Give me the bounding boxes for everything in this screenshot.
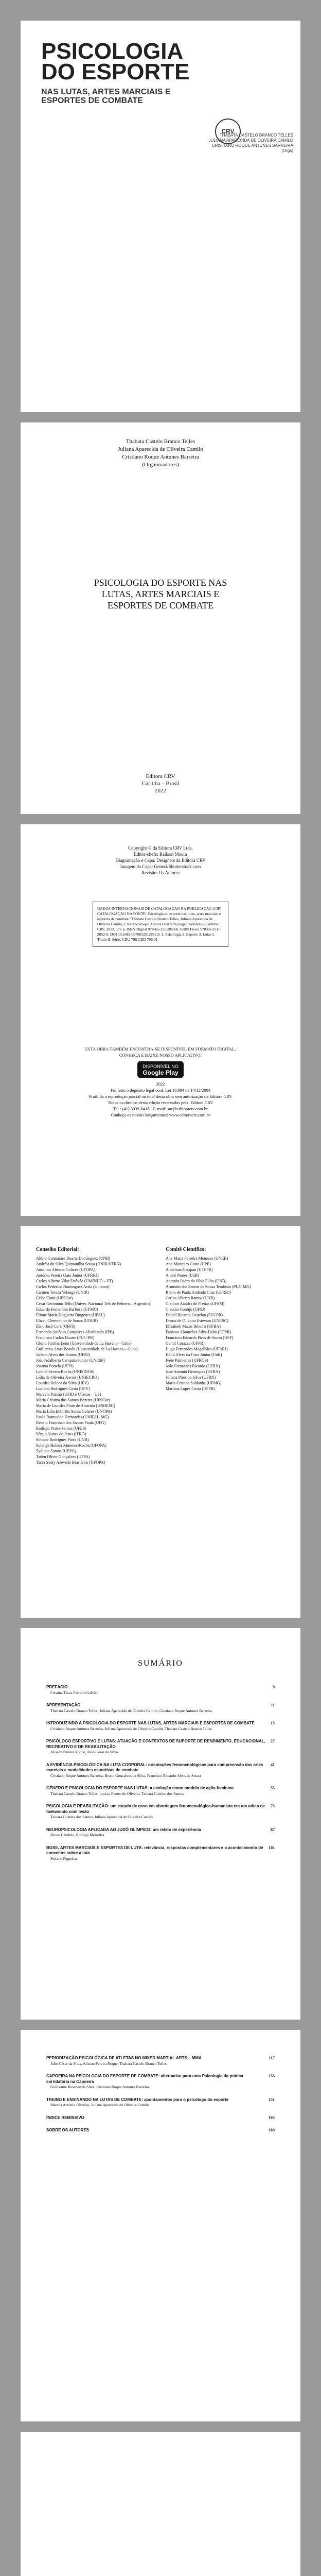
- toc-title: A EVIDÊNCIA PSICOLÓGICA NA LUTA CORPORAL: orientações fenomenológicas para compreensão das artes marciais e modalidades esportivas de combate: [46, 1762, 263, 1772]
- council-member: Clailton Ataídes de Freitas (UFSM): [166, 1301, 225, 1306]
- toc-title: ÍNDICE REMISSIVO: [46, 2115, 84, 2120]
- council-member: Maria Cristina Saldanha (UFMG): [166, 1381, 222, 1385]
- toc-title: INTRODUZINDO A PSICOLOGIA DO ESPORTE NAS LUTAS, ARTES MARCIAIS E ESPORTES DE COMBATE: [46, 1721, 255, 1725]
- council-member: Mariana Lopes Costa (UFPR): [166, 1386, 215, 1391]
- toc-entry[interactable]: [46, 2128, 275, 2133]
- council-member: Lourdes Helena da Silva (UFV): [36, 1381, 89, 1385]
- council-member: Claudio Gontijo (UFSJ): [166, 1307, 205, 1312]
- council-member: Dimas de Oliveira Estevam (UNESC): [166, 1318, 228, 1323]
- toc-page-number: 9: [273, 1685, 275, 1689]
- toc-authors: Alisson Pereira Roque, Julio César da Silva: [50, 1750, 118, 1754]
- organizers-suffix: (Orgs): [281, 148, 293, 153]
- organizer-name: THABATA CASTELO BRANCO TELLES: [219, 133, 293, 138]
- toc-page-number: 169: [269, 2128, 275, 2132]
- toc-entry[interactable]: [46, 1739, 275, 1755]
- toc-title: APRESENTAÇÃO: [46, 1703, 81, 1707]
- google-play-label: Google Play: [142, 1069, 179, 1076]
- copyright-footer: [21, 1046, 300, 1118]
- summary-page-continued: [21, 2030, 300, 2421]
- scientific-committee-column: [166, 1247, 285, 1465]
- toc-page-number: 87: [271, 1827, 275, 1832]
- summary-title: SUMÁRIO: [138, 1659, 183, 1668]
- footer-line: Proibida a reprodução parcial ou total desta obra sem autorização da Editora CRV: [88, 1094, 233, 1099]
- council-member: Cesar Gerónimo Tello (Univer. Nacional Três de Febrero – Argentina): [36, 1301, 152, 1306]
- council-member: João Fernandes Ricardo (UFRN): [166, 1364, 220, 1368]
- council-member: Anselmo Alencar Colares (UFOPA): [36, 1267, 96, 1272]
- council-member: Hugo Fernandes Magalhães (UFRRJ): [166, 1347, 228, 1351]
- council-member: Jailson Alves dos Santos (UFRJ): [36, 1352, 90, 1357]
- toc-title: SOBRE OS AUTORES: [46, 2128, 90, 2132]
- council-member: Antônio Pereira Gaio Júnior (UFRRJ): [36, 1273, 99, 1278]
- council-member: Ivete Palmeiras (UFRGS): [166, 1358, 208, 1363]
- copyright-page: [21, 824, 300, 1216]
- toc-row: [46, 1721, 275, 1726]
- council-member: Eduardo Fernandes Barbosa (UFMG): [36, 1307, 98, 1312]
- council-member: Gentil Corazza (UFPR): [166, 1341, 205, 1346]
- toc-title: GÊNERO E PSICOLOGIA DO ESPORTE NAS LUTAS: a evolução como modelo de ação feminina: [46, 1786, 234, 1790]
- title-line: ESPORTES DE COMBATE: [108, 600, 213, 611]
- table-of-contents: [46, 1685, 275, 1869]
- toc-row: [46, 1739, 275, 1750]
- council-member: Andréia da Silva Quintanilha Sousa (UNIR/UFRN): [36, 1262, 121, 1266]
- toc-entry[interactable]: [46, 2074, 275, 2090]
- toc-row: [46, 1703, 275, 1708]
- toc-page-number: 117: [269, 2056, 275, 2060]
- footer-line: Todos os direitos desta edição reservados pela: Editora CRV: [108, 1100, 213, 1105]
- title-page-title: [21, 577, 300, 611]
- council-member: Josania Portela (UFPI): [36, 1364, 74, 1368]
- toc-page-number: 41: [271, 1762, 275, 1767]
- council-member: Renato Francisco dos Santos Paula (UFG): [36, 1420, 106, 1425]
- toc-title: TREINO E ENSINANDO NA LUTAS DE COMBATE: apontamentos para o psicólogo do esporte: [46, 2097, 229, 2102]
- toc-authors: Thabata Castelo Branco Telles, Juliana Aparecida de Oliveira Camilo, Cristiano Roque Antunes Barreira: [50, 1708, 212, 1713]
- council-member: Carlos Alberto Vilar Estêvão (UMINHO – PT): [36, 1279, 113, 1283]
- credit-line: Copyright © da Editora CRV Ltda.: [128, 845, 193, 851]
- council-member: Paulo Romualdo Hernandes (UNIFAL-MG): [36, 1415, 109, 1419]
- council-member: Anderson Catapan (UTFPR): [166, 1267, 213, 1272]
- council-member: Aldira Guimarães Duarte Domínguez (UNB): [36, 1256, 111, 1261]
- google-play-small: DISPONÍVEL NO: [142, 1064, 179, 1069]
- council-member: Elizabeth Matos Ribeiro (UFBA): [166, 1324, 221, 1329]
- app-notice: CONHEÇA E BAIXE NOSSO APLICATIVO!: [119, 1053, 202, 1058]
- toc-entry[interactable]: [46, 2056, 275, 2066]
- publisher-block: [21, 773, 300, 794]
- half-title-page: [21, 21, 300, 412]
- toc-row: [46, 1762, 275, 1773]
- book-subtitle: NAS LUTAS, ARTES MARCIAIS E ESPORTES DE COMBATE: [41, 88, 171, 105]
- council-member: Breno de Paula Andrade Cruz (UFRRJ): [166, 1290, 231, 1295]
- toc-row: [46, 2097, 275, 2103]
- council-member: Lídia de Oliveira Xavier (UNIEURO): [36, 1375, 99, 1380]
- organizer-name: JULIANA APARECIDA DE OLIVEIRA CAMILO: [208, 138, 293, 143]
- council-member: Gloria Fariñas León (Universidade de La Havana – Cuba): [36, 1341, 132, 1346]
- council-member: João Adalberto Campato Junior (UNESP): [36, 1358, 105, 1363]
- council-member: Francisco Eduardo Pires de Souza (UFF): [166, 1335, 234, 1340]
- council-member: Armindo dos Santos de Sousa Teodósio (PUC-MG): [166, 1284, 251, 1289]
- council-member: Carlos Alberto Ramos (UNB): [166, 1296, 215, 1300]
- council-member: Juliana Pires da Silva (UFRN): [166, 1375, 216, 1380]
- toc-entry[interactable]: [46, 1827, 275, 1838]
- logo-text: CRV: [221, 128, 235, 135]
- council-member: Élsio José Corá (UFFS): [36, 1324, 76, 1329]
- council-member: Tadeu Oliver Gonçalves (UFPA): [36, 1454, 90, 1459]
- council-member: Solange Helena Ximenes-Rocha (UFOPA): [36, 1443, 106, 1448]
- author-name: Cristiano Roque Antunes Barreira: [122, 454, 199, 460]
- toc-row: [46, 1685, 275, 1690]
- footer-line: Foi feito o depósito legal conf. Lei 10.994 de 14/12/2004: [110, 1088, 211, 1093]
- council-member: Sydione Santos (UEPG): [36, 1449, 76, 1453]
- council-member: Maria Cristina dos Santos Bezerra (UFSCar): [36, 1398, 110, 1402]
- google-play-badge[interactable]: [137, 1061, 184, 1078]
- council-member: Guillermo Arias Beatón (Universidade de La Havana – Cuba): [36, 1347, 138, 1351]
- council-list: [36, 1256, 155, 1465]
- toc-authors: Cristiano Roque Antunes Barreira, Bruno Gonçalves da Silva, Francisco Eduardo Alves de Souza: [50, 1773, 201, 1778]
- footer-line: 2022: [156, 1081, 165, 1087]
- toc-authors: Julio César da Silva, Alisson Pereira Roque, Thabata Castelo Branco Telles: [50, 2061, 167, 2066]
- toc-row: [46, 2128, 275, 2133]
- toc-entry[interactable]: [46, 1845, 275, 1862]
- title-line: PSICOLOGIA DO ESPORTE NAS: [94, 578, 227, 588]
- council-columns: [36, 1247, 285, 1465]
- council-member: Leonel Severo Rocha (UNISINOS): [36, 1369, 95, 1374]
- toc-page-number: 73: [271, 1804, 275, 1808]
- title-line: LUTAS, ARTES MARCIAIS E: [101, 589, 220, 599]
- toc-title: CAPOEIRA NA PSICOLOGIA DO ESPORTE DE COMBATE: alternativa para uma Psicologia da prática corridatória na Capoeira: [46, 2074, 243, 2084]
- credit-line: Imagem da Capa: Geneci/Shutterstock.com: [120, 864, 201, 869]
- footer-link[interactable]: Conheça os nossos lançamentos: www.editoracrv.com.br: [111, 1112, 210, 1117]
- toc-entry[interactable]: [46, 1804, 275, 1820]
- credit-line: Editor-chefe: Railson Moura: [134, 852, 187, 857]
- committee-heading: Comitê Científico:: [166, 1247, 206, 1252]
- toc-entry[interactable]: [46, 1786, 275, 1797]
- toc-authors: Bruno Cândido, Rodrigo Meirelles: [50, 1833, 104, 1837]
- council-member: Ana Monteiro Costa (UPE): [166, 1262, 211, 1266]
- council-member: Elione Maria Nogueira Diogenes (UFAL): [36, 1313, 105, 1317]
- council-member: Tania Suely Azevedo Brasileiro (UFOPA): [36, 1460, 105, 1465]
- toc-authors: Tainara Cristina dos Santos, Juliana Aparecida de Oliveira Camilo: [50, 1815, 153, 1819]
- council-member: Marcelo Paixão (UFRJ e UTexas – US): [36, 1392, 101, 1397]
- council-member: Ana Maria Ferreira Menezes (UNEB): [166, 1256, 228, 1261]
- council-member: Fabiano Abranches Silva Dalto (UFPR): [166, 1330, 231, 1334]
- book-title: PSICOLOGIA DO ESPORTE: [41, 39, 190, 84]
- summary-page: [21, 1628, 300, 2020]
- toc-authors: Thabata Castelo Branco Telles, Leticia Pontes de Oliveira, Tainara Cristina dos Santos: [50, 1791, 184, 1796]
- toc-title: PSICOLOGIA E REABILITAÇÃO: um estudo de caso em abordagem fenomenológica-humanista em um atleta de taekwondo com lesão: [46, 1804, 265, 1814]
- toc-entry[interactable]: [46, 2097, 275, 2108]
- toc-page-number: 101: [269, 1845, 275, 1850]
- toc-entry[interactable]: [46, 1703, 275, 1714]
- toc-page-number: 165: [269, 2115, 275, 2120]
- cataloging-box: DADOS INTERNACIONAIS DE CATALOGAÇÃO NA PUBLICAÇÃO (CIP) CATALOGAÇÃO NA FONTE. Psicologia do esporte nas lutas, artes marciais e esportes de combate / Thabata Castelo Branco Telles, Juliana Aparecida de Oliveira Camilo, Cristiano Roque Antunes Barreira (organizadores) – Curitiba : CRV, 2022. 176 p. ISBN Digital 978-65-251-2853-6. ISBN Físico 978-65-251-2852-9. DOI 10.24824/978652512852.9. 1. Psicologia 2. Esporte 3. Lutas I. Título II. Série. CDU 796 CDD 796.01: [93, 902, 228, 947]
- committee-list: [166, 1256, 285, 1392]
- council-member: Antonio Isidro da Silva Filho (UNB): [166, 1279, 226, 1283]
- council-member: André Nunes (UnB): [166, 1273, 199, 1278]
- toc-authors: Guilherme Resende da Silva, Cristiano Roque Antunes Barreira: [50, 2084, 149, 2089]
- table-of-contents-continued: [46, 2056, 275, 2141]
- toc-title: PSICÓLOGO ESPORTIVO E LUTAS: ATUAÇÃO E CONTEXTOS DE SUPORTE DE RENDIMENTO, EDUCACIONAL, RECREATIVO E DE REABILITAÇÃO: [46, 1739, 265, 1749]
- council-member: José Antonio Henriques (UFBA): [166, 1369, 220, 1374]
- publisher-city: Curitiba – Brasil: [141, 781, 180, 787]
- toc-row: [46, 1786, 275, 1791]
- credit-line: Diagramação e Capa: Designers da Editora CRV: [115, 858, 206, 863]
- toc-title: NEUROPSICOLOGIA APLICADA AO JUDÔ OLÍMPICO: um relato de experiência: [46, 1827, 201, 1832]
- toc-page-number: 55: [271, 1786, 275, 1790]
- council-member: Simone Rodrigues Pinto (UNB): [36, 1437, 89, 1442]
- toc-title: PREFÁCIO: [46, 1685, 68, 1689]
- council-member: Carmen Tereza Velanga (UNIR): [36, 1290, 89, 1295]
- toc-authors: Marcos Antônio Oliveira, Juliana Aparecida de Oliveira Camilo: [50, 2103, 149, 2107]
- publisher-name: Editora CRV: [146, 773, 175, 779]
- organizers-list: [206, 133, 293, 154]
- toc-page-number: 27: [271, 1739, 275, 1743]
- toc-entry[interactable]: [46, 1685, 275, 1696]
- council-member: Carlos Federico Dominguez Avila (Unieuro): [36, 1284, 110, 1289]
- authors-role: (Organizadores): [142, 462, 179, 468]
- council-member: Daniel Ricardo Castelan (PUCPR): [166, 1313, 223, 1317]
- council-member: Maria de Lourdes Pinto de Almeida (UNOESC): [36, 1403, 115, 1408]
- toc-row: [46, 1845, 275, 1856]
- author-name: Thabata Castelo Branco Telles: [126, 438, 195, 445]
- council-member: Sérgio Nunes de Jesus (IFRO): [36, 1432, 86, 1436]
- credit-line: Revisão: Os Autores: [141, 870, 180, 875]
- title-page: [21, 422, 300, 814]
- copyright-credits: [21, 845, 300, 876]
- toc-row: [46, 1827, 275, 1833]
- toc-title: BOXE, ARTES MARCIAIS E ESPORTES DE LUTA: relevância, respostas complementares e o acontecimento de conceitos sobre a luta: [46, 1845, 263, 1855]
- toc-title: PERIODIZAÇÃO PSICOLÓGICA DE ATLETAS NO MIXED MARTIAL ARTS – MMA: [46, 2056, 202, 2060]
- footer-line: Tel.: (41) 3039-6418 - E-mail: sac@editoracrv.com.br: [113, 1106, 208, 1111]
- toc-row: [46, 2056, 275, 2061]
- council-member: Maria Lília Imbiriba Sousa Colares (UNOPA): [36, 1409, 112, 1414]
- organizer-name: CRISTIANO ROQUE ANTUNES BARREIRA: [211, 143, 293, 148]
- toc-row: [46, 2115, 275, 2121]
- toc-authors: Cristina Tasca Ferreira Galvão: [50, 1690, 98, 1695]
- blank-page: [21, 2432, 300, 2576]
- toc-page-number: 133: [269, 2074, 275, 2078]
- toc-page-number: 11: [271, 1703, 275, 1707]
- title-page-authors: [21, 438, 300, 469]
- toc-entry[interactable]: [46, 2115, 275, 2121]
- toc-authors: Cristiano Roque Antunes Barreira, Juliana Aparecida de Oliveira Camilo, Thabata Castelo Branco Telles: [50, 1726, 212, 1731]
- digital-notice: ESTA OBRA TAMBÉM ENCONTRA-SE DISPONÍVEL EM FORMATO DIGITAL.: [85, 1046, 236, 1052]
- toc-entry[interactable]: [46, 1762, 275, 1779]
- council-member: Rodrigo Pratte-Santos (UFES): [36, 1426, 86, 1431]
- council-member: Fernando Antônio Gonçalves Alcoforado (IPB): [36, 1330, 114, 1334]
- council-member: Hélio Alves da Cruz Júnior (UnB): [166, 1352, 222, 1357]
- toc-page-number: 151: [269, 2097, 275, 2102]
- toc-page-number: 15: [271, 1721, 275, 1725]
- editorial-council-column: [36, 1247, 155, 1465]
- council-member: Francisco Carlos Duarte (PUC-PR): [36, 1335, 95, 1340]
- toc-authors: Stefano Figueiras: [50, 1856, 78, 1861]
- council-member: Celso Conti (UFSCar): [36, 1296, 73, 1300]
- publication-year: 2022: [155, 788, 166, 794]
- toc-entry[interactable]: [46, 1721, 275, 1732]
- toc-row: [46, 1804, 275, 1815]
- council-member: Luciano Rodrigues Costa (UFV): [36, 1386, 90, 1391]
- author-name: Juliana Aparecida de Oliveira Camilo: [118, 446, 203, 452]
- editorial-council-page: [21, 1226, 300, 1618]
- council-member: Elizeu Clementino de Souza (UNEB): [36, 1318, 98, 1323]
- council-heading: Conselho Editorial:: [36, 1247, 79, 1252]
- toc-row: [46, 2074, 275, 2084]
